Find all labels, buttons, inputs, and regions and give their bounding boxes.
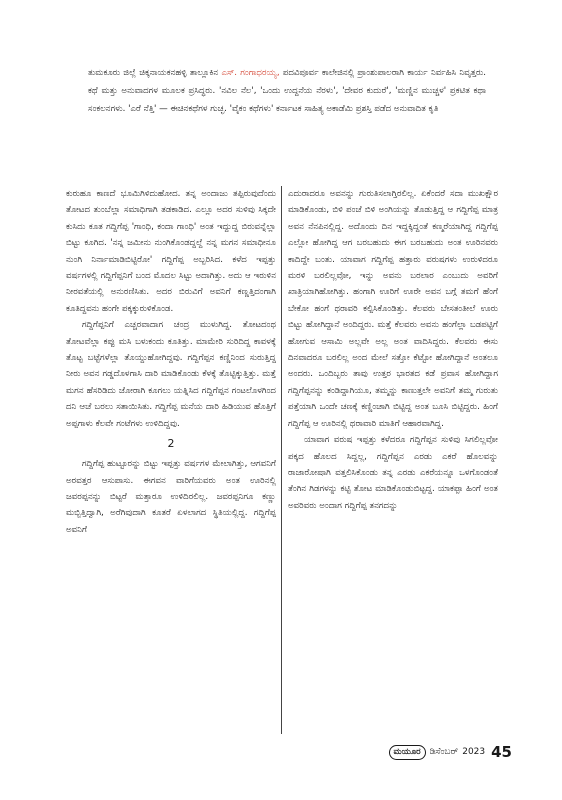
magazine-logo: ಮಯೂರ <box>389 745 426 760</box>
issue-month: ಡಿಸೆಂಬರ್ <box>429 747 459 757</box>
issue-year: 2023 <box>462 747 486 757</box>
left-column <box>66 186 276 538</box>
right-paragraph-1: ಎದುರಾದರೂ ಅವನನ್ನು ಗುರುತಿಸಲಾಗ್ತಿರಲಿಲ್ಲ. ಏಕೆಂದರೆ ಸದಾ ಮುಖಕ್ಷೌರ ಮಾಡಿಕೊಂಡು, ಬಿಳಿ ಪಂಚೆ ಬಿಳಿ ಅಂಗಿಯನ್ನು ತೊಡುತ್ತಿದ್ದ ಆ ಗದ್ದಿಗೆಪ್ಪ ಮಾತ್ರ ಅವನ ನೆನಪಿನಲ್ಲಿದ್ದ. ಅದೊಂದು ದಿನ ಇದ್ದಕ್ಕಿದ್ದಂತೆ ಕಣ್ಮರೆಯಾಗಿದ್ದ ಗದ್ದಿಗೆಪ್ಪ ಎಲ್ಲೋ ಹೋಗಿದ್ದ ಆಗ ಬರಬಹುದು ಈಗ ಬರಬಹುದು ಅಂತ ಊರಿನವರು ಕಾದಿದ್ದೇ ಬಂತು. ಯಾವಾಗ ಗದ್ದಿಗೆಪ್ಪ ಹತ್ತಾರು ವರುಷಗಳು ಉರುಳಿದರೂ ಮರಳಿ ಬರಲಿಲ್ಲವೋ, ಇನ್ನು ಅವನು ಬರಲಾರ ಎಂಬುದು ಅವರಿಗೆ ಖಾತ್ರಿಯಾಗಿಹೋಗಿತ್ತು. ಹಂಗಾಗಿ ಊರಿಗೆ ಊರೇ ಅವನ ಬಗ್ಗೆ ತಮಗೆ ಹೆಂಗೆ ಬೇಕೋ ಹಂಗೆ ಥರಾವರಿ ಕಲ್ಪಿಸಿಕೊಂಡಿತ್ತು. ಕೆಲವರು ಬೇಸತಂತೀಲೆ ಊರು ಬಿಟ್ಟು ಹೋಗಿದ್ದಾನೆ ಅಂದಿದ್ದರು. ಮತ್ತೆ ಕೆಲವರು ಅವನು ಹಂಗೆಲ್ಲಾ ಬಡಪಟ್ಟಿಗೆ ಹೋಗುವ ಆಸಾಮಿ ಅಲ್ಲವೇ ಅಲ್ಲ ಅಂತ ವಾದಿಸಿದ್ದರು. ಕೆಲವರು ಈಸು ದಿನವಾದರೂ ಬರಲಿಲ್ಲ ಅಂದ ಮೇಲೆ ಸತ್ತೋ ಕೆಟ್ಟೋ ಹೋಗಿದ್ದಾನೆ ಅಂತಲೂ ಅಂದರು. ಒಂದಿಬ್ಬರು ತಾವು ಉತ್ತರ ಭಾರತದ ಕಡೆ ಪ್ರವಾಸ ಹೋಗಿದ್ದಾಗ ಗದ್ದಿಗೆಪ್ಪನನ್ನು ಕಂಡಿದ್ದಾಗಿಯೂ, ತಮ್ಮನ್ನು ಕಾಣುತ್ತಲೇ ಅವನಿಗೆ ತಮ್ಮ ಗುರುತು ಪತ್ತೆಯಾಗಿ ಒಂದೇ ಚಣಕ್ಕೆ ಕಣ್ಣಿಂಚಾಗಿ ಬಿಟ್ಟಿದ್ದ ಅಂತ ಬೂಸಿ ಬಿಟ್ಟಿದ್ದರು. ಹಿಂಗೆ ಗದ್ದಿಗೆಪ್ಪ ಆ ಊರಿನಲ್ಲಿ ಥರಾವಾರಿ ಮಾತಿಗೆ ಆಹಾರವಾಗಿದ್ದ. <box>288 189 498 429</box>
left-paragraph-1: ಕುರುಹೂ ಕಾಣದೆ ಭೂಮಿಗಿಳಿದುಹೋದ. ತನ್ನ ಅಂದಾಜು ತಪ್ಪಿರುವುದೆಂದು ತೋಟದ ತುಂಬೆಲ್ಲಾ ಸಮಾಧಿಗಾಗಿ ತಡಕಾಡಿದ. ಎಲ್ಲೂ ಅದರ ಸುಳಿವು ಸಿಕ್ಕದೇ ಕುಸಿದು ಕೂತ ಗದ್ದಿಗೆಪ್ಪ 'ಗಾಂಧಿ, ಕಂದಾ ಗಾಂಧಿ' ಅಂತ ಇದ್ದುದ್ದ ಬಿರುವನ್ನೆಲ್ಲಾ ಬಿಟ್ಟು ಕೂಗಿದ. 'ನನ್ನ ಜಮೀನು ನುಂಗಿಕೊಂಡದ್ದಲ್ದೆ ನನ್ನ ಮಗನ ಸಮಾಧೀನೂ ನುಂಗಿ ನಿರ್ನಾಮಾಡಿಬಿಟ್ಟಿರೋ' ಗದ್ದಿಗೆಪ್ಪ ಅಬ್ಬರಿಸಿದ. ಕಳೆದ ಇಪ್ಪತ್ತು ವರ್ಷಗಳಲ್ಲಿ ಗದ್ದಿಗೆಪ್ಪನಿಗೆ ಬಂದ ಮೊದಲ ಸಿಟ್ಟು ಅದಾಗಿತ್ತು. ಅದು ಆ ಇರುಳಿನ ನೀರವತೆಯಲ್ಲಿ ಅನುರಣಿಸಿತು. ಅದರ ಬಿರುವಿಗೆ ಅವನಿಗೆ ಕಣ್ಣತ್ತಿದಂಗಾಗಿ ಕೂತಿದ್ದವನು ಹಂಗೇ ಪಕ್ಕಕ್ಕುರುಳಿಕೊಂಡ. <box>66 189 276 314</box>
right-paragraph-2: ಯಾವಾಗ ವರುಷ ಇಪ್ಪತ್ತು ಕಳೆದರೂ ಗದ್ದಿಗೆಪ್ಪನ ಸುಳಿವು ಸಿಗಲಿಲ್ಲವೋ ಪಕ್ಕದ ಹೊಲದ ಸಿದ್ದಲ್ಲ, ಗದ್ದಿಗೆಪ್ಪನ ಎರಡು ಎಕರೆ ಹೊಲವನ್ನು ರಾಜಾರೋಷಾಗಿ ವತ್ತಲಿಸಿಕೊಂಡು ತನ್ನ ಎರಡು ಎಕರೆಯನ್ನೂ ಒಳಗೊಂಡಂತೆ ತೆಂಗಿನ ಗಿಡಗಳನ್ನು ಕಟ್ಟಿ ತೋಟ ಮಾಡಿಕೊಂಡುಬಿಟ್ಟದ್ದ. ಯಾಕಪ್ಪಾ ಹಿಂಗೆ ಅಂತ ಅವರಿವರು ಅಂದಾಗ ಗದ್ದಿಗೆಪ್ಪ ತನಗದನ್ನು <box>288 435 498 511</box>
left-paragraph-2: ಗದ್ದಿಗೆಪ್ಪನಿಗೆ ಎಚ್ಚರವಾದಾಗ ಚಂದ್ರ ಮುಳುಗಿದ್ದ. ತೋಟದಂಥ ತೋಟವೆಲ್ಲಾ ಕಪ್ಪು ಮಸಿ ಬಳುಕಂದು ಕೂತಿತ್ತು. ಮಾಮೇರಿ ಸುರಿದಿದ್ದ ಕಾವಳಕ್ಕೆ ತೊಟ್ಟ ಬಟ್ಟೆಗಳೆಲ್ಲಾ ತೊಯ್ದುಹೋಗಿದ್ದವು. ಗದ್ದಿಗೆಪ್ಪನ ಕಣ್ಣಿನಿಂದ ಸುರುತ್ತಿದ್ದ ನೀರು ಅವನ ಗಡ್ಡದೊಳಗಾಸಿ ದಾರಿ ಮಾಡಿಕೊಂಡು ಕೆಳಕ್ಕೆ ತೊಟ್ಟಿಕ್ಕುತ್ತಿತ್ತು. ಮತ್ತೆ ಮಗನ ಹೆಸರಿಡಿದು ಜೋರಾಗಿ ಕೂಗಲು ಯತ್ನಿಸಿದ ಗದ್ದಿಗೆಪ್ಪನ ಗಂಟಲೊಳಗಿಂದ ದನಿ ಆಚೆ ಬರಲು ಸತಾಯಿಸಿತು. ಗದ್ದಿಗೆಪ್ಪ ಮನೆಯ ದಾರಿ ಹಿಡಿಯುವ ಹೊತ್ತಿಗೆ ಅಪ್ಪಗಾಳು ಕೆಲವೇ ಗಂಟೆಗಳು ಉಳಿದಿದ್ದವು. <box>66 320 276 429</box>
page-number: 45 <box>491 743 512 761</box>
right-column <box>288 186 498 514</box>
author-name: ಎಸ್. ಗಂಗಾಧರಯ್ಯ, <box>221 68 280 78</box>
author-bio <box>88 64 486 118</box>
section-number: 2 <box>167 437 175 451</box>
author-bio-intro: ತುಮಕೂರು ಜಿಲ್ಲೆ ಚಿಕ್ಕನಾಯಕನಹಳ್ಳಿ ತಾಲ್ಲೂಕಿನ <box>88 68 222 78</box>
column-divider <box>281 186 282 734</box>
left-paragraph-3: ಗದ್ದಿಗೆಪ್ಪ ಹುಟ್ಟೂರನ್ನು ಬಿಟ್ಟು ಇಪ್ಪತ್ತು ವರ್ಷಗಳ ಮೇಲಾಗಿತ್ತು, ಆಗವನಿಗೆ ಅರವತ್ತರ ಆಸುಪಾಸು. ಈಗವನ ವಾರಿಗೆಯವರು ಅಂತ ಊರಿನಲ್ಲಿ ಜವರಪ್ಪನನ್ನು ಬಿಟ್ಟರೆ ಮತ್ತಾರೂ ಉಳಿದಿರಲಿಲ್ಲ. ಜವರಪ್ಪನಿಗೂ ಕಣ್ಣು ಮಬ್ಬಿತ್ತಿದ್ವಾಗಿ, ಅರೆಗಿವುದಾಗಿ ಕೂತರೆ ಏಳಲಾಗದ ಸ್ಥಿತಿಯಲ್ಲಿದ್ದ. ಗದ್ದಿಗೆಪ್ಪ ಅವನಿಗೆ <box>66 459 276 535</box>
author-bio-text: ಪದವಿಪೂರ್ವ ಕಾಲೇಜಿನಲ್ಲಿ ಪ್ರಾಂಶುಪಾಲರಾಗಿ ಕಾರ್ಯ ನಿರ್ವಹಿಸಿ ನಿವೃತ್ತರು. ಕಥೆ ಮತ್ತು ಅನುವಾದಗಳ ಮೂಲಕ ಪ್ರಸಿದ್ಧರು. 'ನವಿಲ ನೆಲ', 'ಒಂದು ಉದ್ದನೆಯ ನೆರಳು', 'ದೇವರ ಕುದುರೆ', 'ಮಣ್ಣಿನ ಮುಚ್ಚಳ' ಪ್ರಕಟಿತ ಕಥಾ ಸಂಕಲನಗಳು. 'ಎರೆ ನೆತ್ತಿ' — ಈಚಿನಕಥೆಗಳ ಗುಚ್ಛ. 'ವೈಕಂ ಕಥೆಗಳು' ಕರ್ನಾಟಕ ಸಾಹಿತ್ಯ ಅಕಾಡೆಮಿ ಪ್ರಶಸ್ತಿ ಪಡೆದ ಅನುವಾದಿತ ಕೃತಿ <box>88 68 486 114</box>
page-footer <box>389 743 512 761</box>
